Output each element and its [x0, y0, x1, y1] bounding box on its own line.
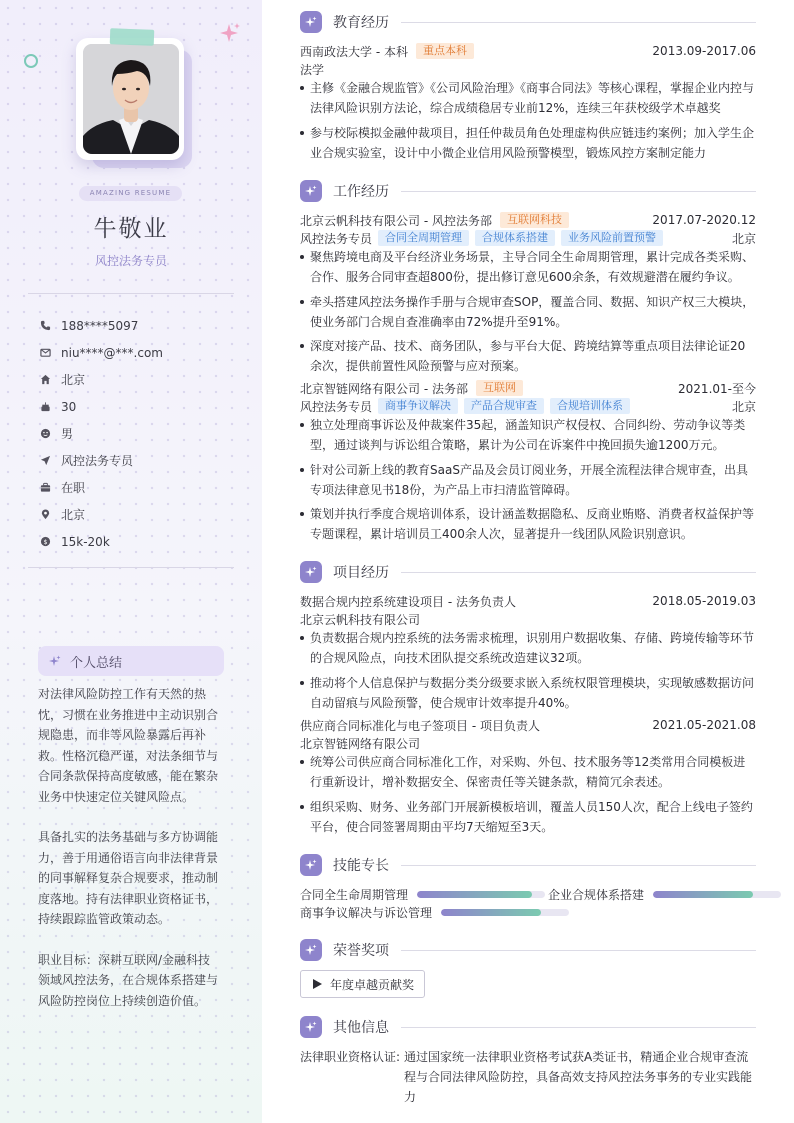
- project-company-row: [300, 734, 756, 752]
- candidate-role: 风控法务专员: [94, 254, 167, 268]
- info-location: [40, 501, 240, 528]
- project-name: 供应商合同标准化与电子签项目 - 项目负责人: [300, 718, 540, 733]
- summary-paragraph: 对法律风险防控工作有天然的热忱，习惯在业务推进中主动识别合规隐患，而非等风险暴露后再补救。性格沉稳严谨，对法条细节与合同条款保持高度敏感，能在繁杂业务中快速定位关键风险点。: [38, 687, 219, 804]
- job-header-row: [300, 379, 756, 397]
- job-company: 北京云帆科技有限公司 - 风控法务部: [300, 213, 492, 228]
- home-icon: [40, 374, 51, 385]
- project-company: 北京智链网络有限公司: [300, 736, 421, 751]
- project-period: 2018.05-2019.03: [652, 594, 756, 608]
- skill-item: [300, 885, 545, 903]
- gender-value: 男: [61, 427, 74, 441]
- section-icon: [300, 180, 322, 202]
- ring-decoration: [24, 54, 38, 68]
- info-phone: [40, 312, 240, 339]
- section-skills-header: [300, 853, 756, 877]
- list-item: 推动将个人信息保护与数据分类分级要求嵌入系统权限管理模块，实现敏感数据访问自动留痕与风险预警，使合规审计效率提升40%。: [300, 673, 756, 714]
- section-rule: [401, 1027, 756, 1028]
- major: 法学: [300, 62, 325, 77]
- project-header-row: [300, 592, 756, 610]
- sparkle-icon: [305, 859, 317, 871]
- list-item: 聚焦跨境电商及平台经济业务场景，主导合同全生命周期管理，累计完成各类采购、合作、服务合同审查超800份，提出修订意见600余条，有效规避潜在履约争议。: [300, 247, 756, 288]
- salary-icon: [40, 536, 51, 547]
- salary-value: 15k-20k: [61, 534, 110, 549]
- award-item: [300, 970, 425, 998]
- skill-bar-fill: [417, 891, 532, 898]
- info-email: [40, 339, 240, 366]
- summary-header: [38, 646, 224, 676]
- section-rule: [401, 865, 756, 866]
- skill-tag: 合规培训体系: [550, 398, 630, 414]
- project-bullets: [300, 628, 756, 717]
- job-bullets: [300, 247, 756, 381]
- skill-name: 商事争议解决与诉讼管理: [300, 905, 433, 920]
- info-target-role: [40, 447, 240, 474]
- mail-icon: [40, 347, 51, 358]
- list-item: 组织采购、财务、业务部门开展新模板培训，覆盖人员150人次，配合上线电子签约平台，使合同签署周期由平均7天缩短至3天。: [300, 797, 756, 838]
- list-item: 深度对接产品、技术、商务团队，参与平台大促、跨境结算等重点项目法律论证20余次，提供前置性风险预警与应对预案。: [300, 336, 756, 377]
- section-title: 荣誉奖项: [333, 943, 389, 959]
- section-icon: [300, 854, 322, 876]
- sparkle-icon: [305, 566, 317, 578]
- candidate-name: 牛敬业: [93, 216, 169, 242]
- send-icon: [40, 455, 51, 466]
- section-education-header: [300, 10, 756, 34]
- section-other-header: [300, 1015, 756, 1039]
- profile-photo: [76, 38, 184, 160]
- list-item: 策划并执行季度合规培训体系，设计涵盖数据隐私、反商业贿赂、消费者权益保护等专题课程，累计培训员工400余人次，显著提升一线团队风险识别意识。: [300, 504, 756, 545]
- section-title: 其他信息: [333, 1020, 389, 1036]
- section-title: 技能专长: [333, 858, 389, 874]
- play-triangle-icon: [313, 979, 322, 989]
- section-projects-header: [300, 560, 756, 584]
- skill-tag: 合规体系搭建: [475, 230, 555, 246]
- sparkle-icon: [305, 1021, 317, 1033]
- phone-icon: [40, 320, 51, 331]
- section-icon: [300, 1016, 322, 1038]
- svg-text:$: $: [43, 537, 48, 546]
- info-salary: [40, 528, 240, 555]
- list-item: 针对公司新上线的教育SaaS产品及会员订阅业务，开展全流程法律合规审查，出具专项法律意见书18份，为产品上市扫清监管障碍。: [300, 460, 756, 501]
- skill-tag: 商事争议解决: [378, 398, 458, 414]
- job-city: 北京: [731, 399, 756, 414]
- target-role-value: 风控法务专员: [61, 454, 134, 468]
- skill-bar-fill: [653, 891, 753, 898]
- sparkle-icon: [219, 22, 241, 44]
- project-name: 数据合规内控系统建设项目 - 法务负责人: [300, 594, 516, 609]
- divider: [28, 293, 234, 294]
- status-value: 在职: [61, 481, 86, 495]
- email-value: niu****@***.com: [61, 345, 163, 360]
- education-row: [300, 42, 756, 60]
- info-home: [40, 366, 240, 393]
- list-item: 主修《金融合规监管》《公司风险治理》《商事合同法》等核心课程，掌握企业内控与法律风险识别方法论，综合成绩稳居专业前12%，连续三年获校级学术卓越奖: [300, 78, 756, 119]
- section-awards-header: [300, 938, 756, 962]
- skill-tag: 业务风险前置预警: [561, 230, 663, 246]
- skill-bar: [653, 891, 781, 898]
- sidebar: [0, 0, 262, 1123]
- job-period: 2021.01-至今: [678, 381, 756, 396]
- location-icon: [40, 509, 51, 520]
- project-company-row: [300, 610, 756, 628]
- section-title: 项目经历: [333, 565, 389, 581]
- skill-name: 企业合规体系搭建: [548, 887, 645, 902]
- skill-bar-fill: [441, 909, 541, 916]
- industry-badge: 互联网: [476, 380, 523, 396]
- section-work-header: [300, 179, 756, 203]
- section-rule: [401, 22, 756, 23]
- phone-value: 188****5097: [61, 318, 139, 333]
- other-info-value: 通过国家统一法律职业资格考试获A类证书，精通企业合规审查流程与合同法律风险防控，具备高效支持风控法务事务的专业实践能力: [404, 1050, 753, 1104]
- skill-bar: [417, 891, 545, 898]
- list-item: 统筹公司供应商合同标准化工作，对采购、外包、技术服务等12类常用合同模板进行重新设计，增补数据安全、保密责任等关键条款，精简冗余表述。: [300, 752, 756, 793]
- job-period: 2017.07-2020.12: [652, 213, 756, 227]
- skill-item: [300, 903, 569, 921]
- education-period: 2013.09-2017.06: [652, 44, 756, 58]
- sparkle-icon: [305, 185, 317, 197]
- section-icon: [300, 561, 322, 583]
- section-title: 工作经历: [333, 184, 389, 200]
- age-value: 30: [61, 399, 77, 414]
- sparkle-icon: [49, 655, 61, 667]
- job-position: 风控法务专员: [300, 399, 373, 414]
- school-badge: 重点本科: [416, 43, 474, 59]
- job-position-row: [300, 397, 756, 415]
- summary-paragraph: 职业目标：深耕互联网/金融科技领域风控法务，在合规体系搭建与风险防控岗位上持续创造价值。: [38, 952, 219, 1008]
- section-rule: [401, 191, 756, 192]
- briefcase-icon: [40, 482, 51, 493]
- section-rule: [401, 572, 756, 573]
- list-item: 参与校际模拟金融仲裁项目，担任仲裁员角色处理虚构供应链违约案例；加入学生企业合规实验室，设计中小微企业信用风险预警模型，锻炼风控方案制定能力: [300, 123, 756, 164]
- sparkle-icon: [305, 16, 317, 28]
- education-bullets: [300, 78, 756, 167]
- job-position: 风控法务专员: [300, 231, 373, 246]
- section-title: 教育经历: [333, 15, 389, 31]
- job-header-row: [300, 211, 756, 229]
- skill-tag: 产品合规审查: [464, 398, 544, 414]
- info-gender: [40, 420, 240, 447]
- location-value: 北京: [61, 508, 86, 522]
- project-period: 2021.05-2021.08: [652, 718, 756, 732]
- cake-icon: [40, 401, 51, 412]
- job-city: 北京: [731, 231, 756, 246]
- skill-bar: [441, 909, 569, 916]
- skill-tag: 合同全周期管理: [378, 230, 469, 246]
- info-age: [40, 393, 240, 420]
- other-info-row: [300, 1047, 756, 1107]
- home-value: 北京: [61, 373, 86, 387]
- award-label: 年度卓越贡献奖: [330, 977, 415, 992]
- list-item: 牵头搭建风控法务操作手册与合规审查SOP，覆盖合同、数据、知识产权三大模块，使业务部门合规自查准确率由72%提升至91%。: [300, 292, 756, 333]
- job-position-row: [300, 229, 756, 247]
- other-info-label: 法律职业资格认证:: [300, 1050, 401, 1064]
- project-bullets: [300, 752, 756, 841]
- major-row: [300, 60, 756, 78]
- sparkle-icon: [305, 944, 317, 956]
- job-company: 北京智链网络有限公司 - 法务部: [300, 381, 468, 396]
- portrait-image: [83, 44, 179, 154]
- skill-name: 合同全生命周期管理: [300, 887, 409, 902]
- info-status: [40, 474, 240, 501]
- resume-tag: AMAZING RESUME: [79, 186, 182, 201]
- summary-paragraph: 具备扎实的法务基础与多方协调能力，善于用通俗语言向非法律背景的同事解释复杂合规要求，推动制度落地。持有法律职业资格证书，持续跟踪监管政策动态。: [38, 830, 219, 926]
- school-name: 西南政法大学 - 本科: [300, 44, 408, 59]
- summary-body: [38, 684, 222, 1031]
- section-icon: [300, 939, 322, 961]
- project-header-row: [300, 716, 756, 734]
- section-rule: [401, 950, 756, 951]
- project-company: 北京云帆科技有限公司: [300, 612, 421, 627]
- divider: [28, 567, 234, 568]
- job-bullets: [300, 415, 756, 549]
- industry-badge: 互联网科技: [500, 212, 569, 228]
- tape-decoration: [110, 28, 155, 46]
- section-icon: [300, 11, 322, 33]
- summary-title: 个人总结: [70, 655, 123, 671]
- skill-item: [548, 885, 781, 903]
- list-item: 独立处理商事诉讼及仲裁案件35起，涵盖知识产权侵权、合同纠纷、劳动争议等类型，通过谈判与诉讼组合策略，累计为公司在诉案件中挽回损失逾1200万元。: [300, 415, 756, 456]
- list-item: 负责数据合规内控系统的法务需求梳理，识别用户数据收集、存储、跨境传输等环节的合规风险点，向技术团队提交系统改造建议32项。: [300, 628, 756, 669]
- contact-info-list: [40, 312, 240, 555]
- gender-icon: [40, 428, 51, 439]
